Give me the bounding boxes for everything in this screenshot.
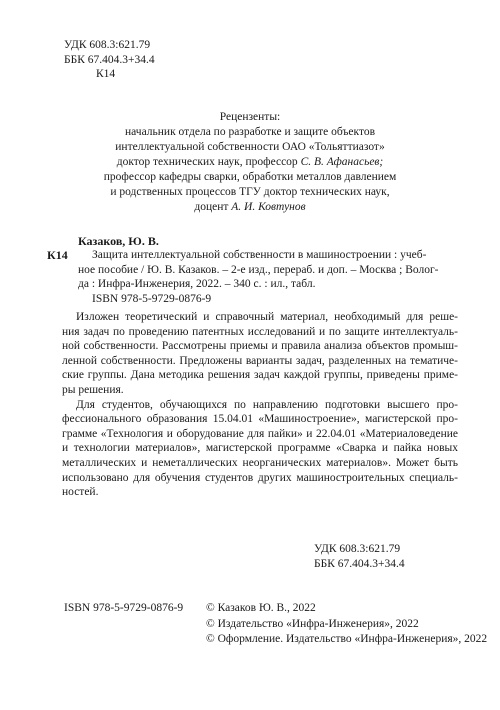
reviewer-line-4: профессор кафедры сварки, обработки металлов давлением [103,171,397,183]
udk-code: УДК 608.3:621.79 [64,39,151,51]
annotation-line: Для студентов, обучающихся по направлению подготовки высшего про- [76,398,458,411]
reviewers-block [0,110,500,215]
annotation-line: ленной собственности. Предложены варианты задач, разделенных на тематиче- [62,354,458,367]
bbk-code: ББК 67.404.3+34.4 [314,557,405,570]
copyright-block [206,601,487,648]
reviewer-line-5: и родственных процессов ТГУ доктор технических наук, [110,186,390,198]
annotation-paragraph-1 [62,310,458,398]
reviewer-name-1: С. В. Афанасьев; [300,156,384,168]
annotation-line: использовано для обучения студентов других машиностроительных специаль- [62,471,458,484]
bibliographic-mark: К14 [47,248,68,262]
copyright-author: © Казаков Ю. В., 2022 [206,602,316,614]
reviewer-title-2: доцент [194,201,232,213]
bib-line-1: Защита интеллектуальной собственности в машиностроении : учеб- [92,249,427,261]
reviewer-line-1: начальник отдела по разработке и защите объектов [124,126,376,138]
annotation-line: грамме «Технология и оборудование для пайки» и 22.04.01 «Материаловедение [62,427,458,440]
annotation-paragraph-2 [62,398,458,500]
bib-isbn: ISBN 978-5-9729-0876-9 [92,292,212,305]
annotation-line: ния задач по проведению патентных исследований и по защите интеллектуаль- [62,325,458,338]
annotation-line: ной собственности. Рассмотрены приемы и правила анализа объектов промыш- [62,340,458,353]
annotation [62,310,458,500]
annotation-line: ностей. [62,486,99,499]
copyright-publisher: © Издательство «Инфра-Инженерия», 2022 [206,617,419,630]
bbk-code: ББК 67.404.3+34.4 [64,53,155,66]
reviewer-title-1: доктор технических наук, профессор [116,156,301,168]
bib-line-2: ное пособие / Ю. В. Казаков. – 2-е изд., перераб. и доп. – Москва ; Волог- [78,263,439,276]
bibliographic-record [78,248,439,306]
reviewer-line-3 [0,155,500,170]
classification-codes-bottom [314,542,405,571]
author-heading: Казаков, Ю. В. [78,234,159,248]
udk-code: УДК 608.3:621.79 [314,543,401,555]
annotation-line: металлических и неметаллических неорганических материалов». Может быть [62,456,458,469]
annotation-line: Изложен теоретический и справочный материал, необходимый для реше- [76,311,458,323]
reviewers-heading: Рецензенты: [219,111,281,123]
reviewer-line-6 [0,200,500,215]
footer-isbn: ISBN 978-5-9729-0876-9 [64,602,184,614]
classification-codes-top [64,38,155,82]
author-mark: К14 [96,68,116,80]
copyright-design: © Оформление. Издательство «Инфра-Инженерия», 2022 [206,633,488,645]
annotation-line: и технологии материалов», магистерской программе «Сварка и пайка новых [62,442,458,455]
annotation-line: фессионального образования 15.04.01 «Машиностроение», магистерской про- [62,413,458,426]
bib-line-3: да : Инфра-Инженерия, 2022. – 340 с. : ил., табл. [78,278,316,291]
reviewer-name-2: А. И. Ковтунов [231,201,306,213]
reviewer-line-2: интеллектуальной собственности ОАО «Тольяттиазот» [115,141,385,153]
annotation-line: ские группы. Дана методика решения задач каждой группы, приведены приме- [62,369,458,382]
annotation-line: ры решения. [62,383,124,396]
